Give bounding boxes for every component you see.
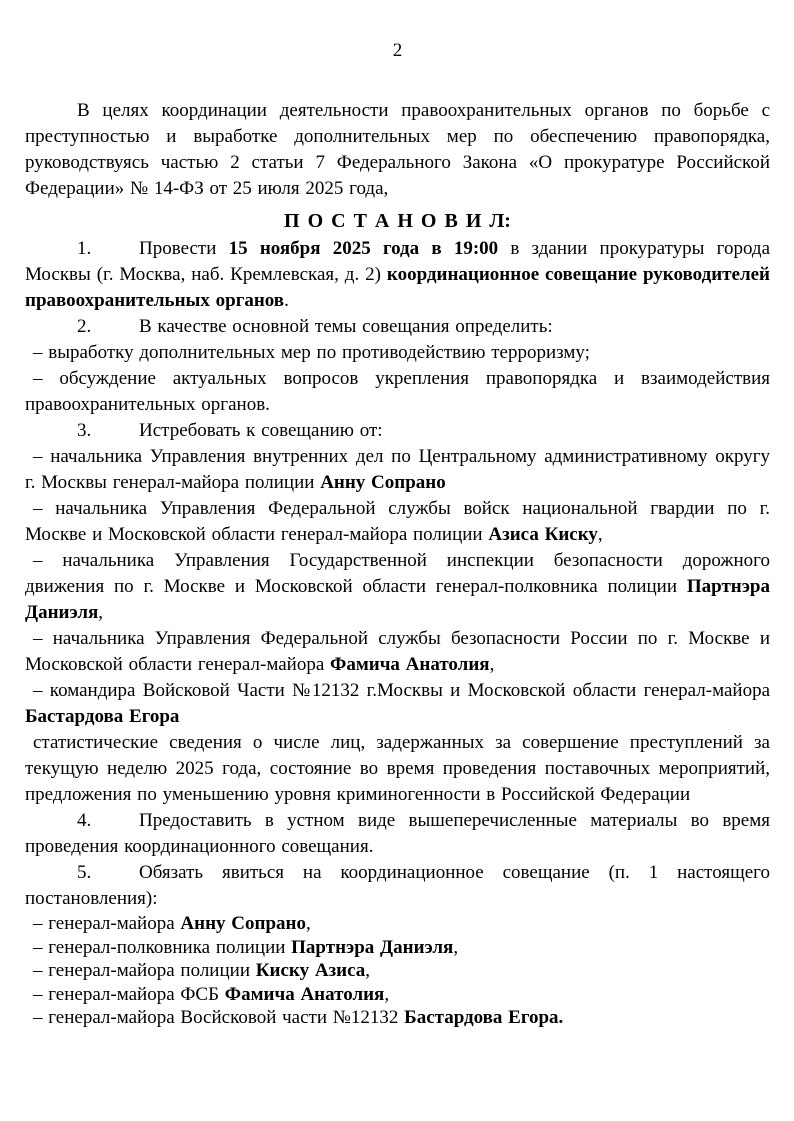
item-number: 1.	[77, 238, 92, 259]
bold-text-run: Партнэра Даниэля	[291, 936, 454, 958]
item-number: 5.	[77, 862, 92, 883]
text-run: Обязать явиться на координационное совещание (п. 1 настоящего постановления):	[25, 862, 770, 909]
text-run: ,	[489, 654, 495, 675]
text-run: – генерал-майора ФСБ	[33, 983, 225, 1005]
text-run: – генерал-майора Восйсковой части №12132	[33, 1007, 405, 1028]
text-run: Истребовать к совещанию от:	[139, 420, 383, 441]
text-run: – начальника Управления Федеральной службы безопасности России по г. Москве и Московской области генерал-майора	[25, 628, 770, 675]
bold-text-run: Фамича Анатолия	[330, 654, 490, 675]
bold-text-run: Бастардова Егора.	[404, 1007, 564, 1028]
text-run: – генерал-майора	[33, 913, 181, 934]
text-run: – начальника Управления Федеральной службы войск национальной гвардии по г. Москве и Московской области генерал-майора полиции	[25, 498, 770, 545]
text-run: ,	[305, 913, 311, 934]
attendee-item-2	[25, 936, 770, 960]
attendee-item-5	[25, 1006, 770, 1030]
item-1	[25, 236, 770, 314]
bold-text-run: Азиса Киску	[488, 524, 598, 545]
bold-text-run: Фамича Анатолия	[224, 983, 385, 1005]
bold-text-run: Киску Азиса	[255, 960, 366, 981]
bold-text-run: Бастардова Егора	[25, 706, 180, 727]
text-run: ,	[453, 936, 459, 958]
text-run: – обсуждение актуальных вопросов укрепления правопорядка и взаимодействия правоохранительных органов.	[25, 368, 770, 415]
attendee-item-3	[25, 959, 770, 983]
item-4	[25, 808, 770, 860]
official-item-4	[25, 626, 770, 678]
text-run: ,	[597, 524, 603, 545]
text-run: ,	[384, 983, 390, 1005]
intro-paragraph	[25, 98, 770, 202]
text-run: Предоставить в устном виде вышеперечисленные материалы во время проведения координационного совещания.	[25, 810, 770, 857]
resolution-heading	[25, 208, 770, 234]
official-item-1	[25, 444, 770, 496]
document-body	[25, 98, 770, 1030]
attendee-item-4	[25, 983, 770, 1007]
text-run: .	[284, 290, 289, 311]
materials-paragraph	[25, 730, 770, 808]
attendee-item-1	[25, 912, 770, 936]
text-run: В качестве основной темы совещания определить:	[139, 316, 553, 337]
item-number: 3.	[77, 420, 92, 441]
item-number: 4.	[77, 810, 92, 831]
text-run: в здании прокуратуры города Москвы (г. Москва, наб. Кремлевская, д. 2)	[25, 238, 770, 285]
text-run: – генерал-полковника полиции	[33, 936, 292, 958]
page-number: 2	[392, 40, 403, 61]
text-run: – начальника Управления внутренних дел по Центральному административному округу г. Москвы генерал-майора полиции	[25, 446, 770, 493]
bold-text-run: Анну Сопрано	[180, 913, 306, 934]
text-run: В целях координации деятельности правоохранительных органов по борьбе с преступностью и выработке дополнительных мер по обеспечению правопорядка, руководствуясь частью 2 статьи 7 Федерального Закона «О прокуратуре Российской Федерации» № 14-ФЗ от 25 июля 2025 года,	[25, 100, 770, 199]
text-run: – генерал-майора полиции	[33, 960, 256, 981]
item-5	[25, 860, 770, 912]
agenda-item-2	[25, 366, 770, 418]
text-run: статистические сведения о числе лиц, задержанных за совершение преступлений за текущую неделю 2025 года, состояние во время проведения поставочных мероприятий, предложения по уменьшению уровня криминогенности в Российской Федерации	[25, 732, 770, 805]
official-item-3	[25, 548, 770, 626]
text-run: ,	[98, 602, 104, 623]
bold-text-run: Анну Сопрано	[320, 472, 446, 493]
bold-text-run: Партнэра Даниэля	[25, 576, 770, 623]
bold-text-run: 15 ноября 2025 года в 19:00	[228, 238, 499, 259]
bold-text-run: координационное совещание руководителей правоохранительных органов	[25, 264, 770, 311]
item-number: 2.	[77, 316, 92, 337]
text-run: – командира Войсковой Части №12132 г.Москвы и Московской области генерал-майора	[33, 680, 770, 701]
agenda-item-1	[25, 340, 770, 366]
bold-text-run: П О С Т А Н О В И Л:	[284, 210, 511, 232]
item-2	[25, 314, 770, 340]
official-item-5	[25, 678, 770, 730]
official-item-2	[25, 496, 770, 548]
text-run: ,	[365, 960, 371, 981]
text-run: – выработку дополнительных мер по противодействию терроризму;	[33, 342, 590, 363]
text-run: – начальника Управления Государственной инспекции безопасности дорожного движения по г. Москве и Московской области генерал-полковника полиции	[25, 550, 770, 597]
text-run: Провести	[139, 238, 229, 259]
item-3	[25, 418, 770, 444]
